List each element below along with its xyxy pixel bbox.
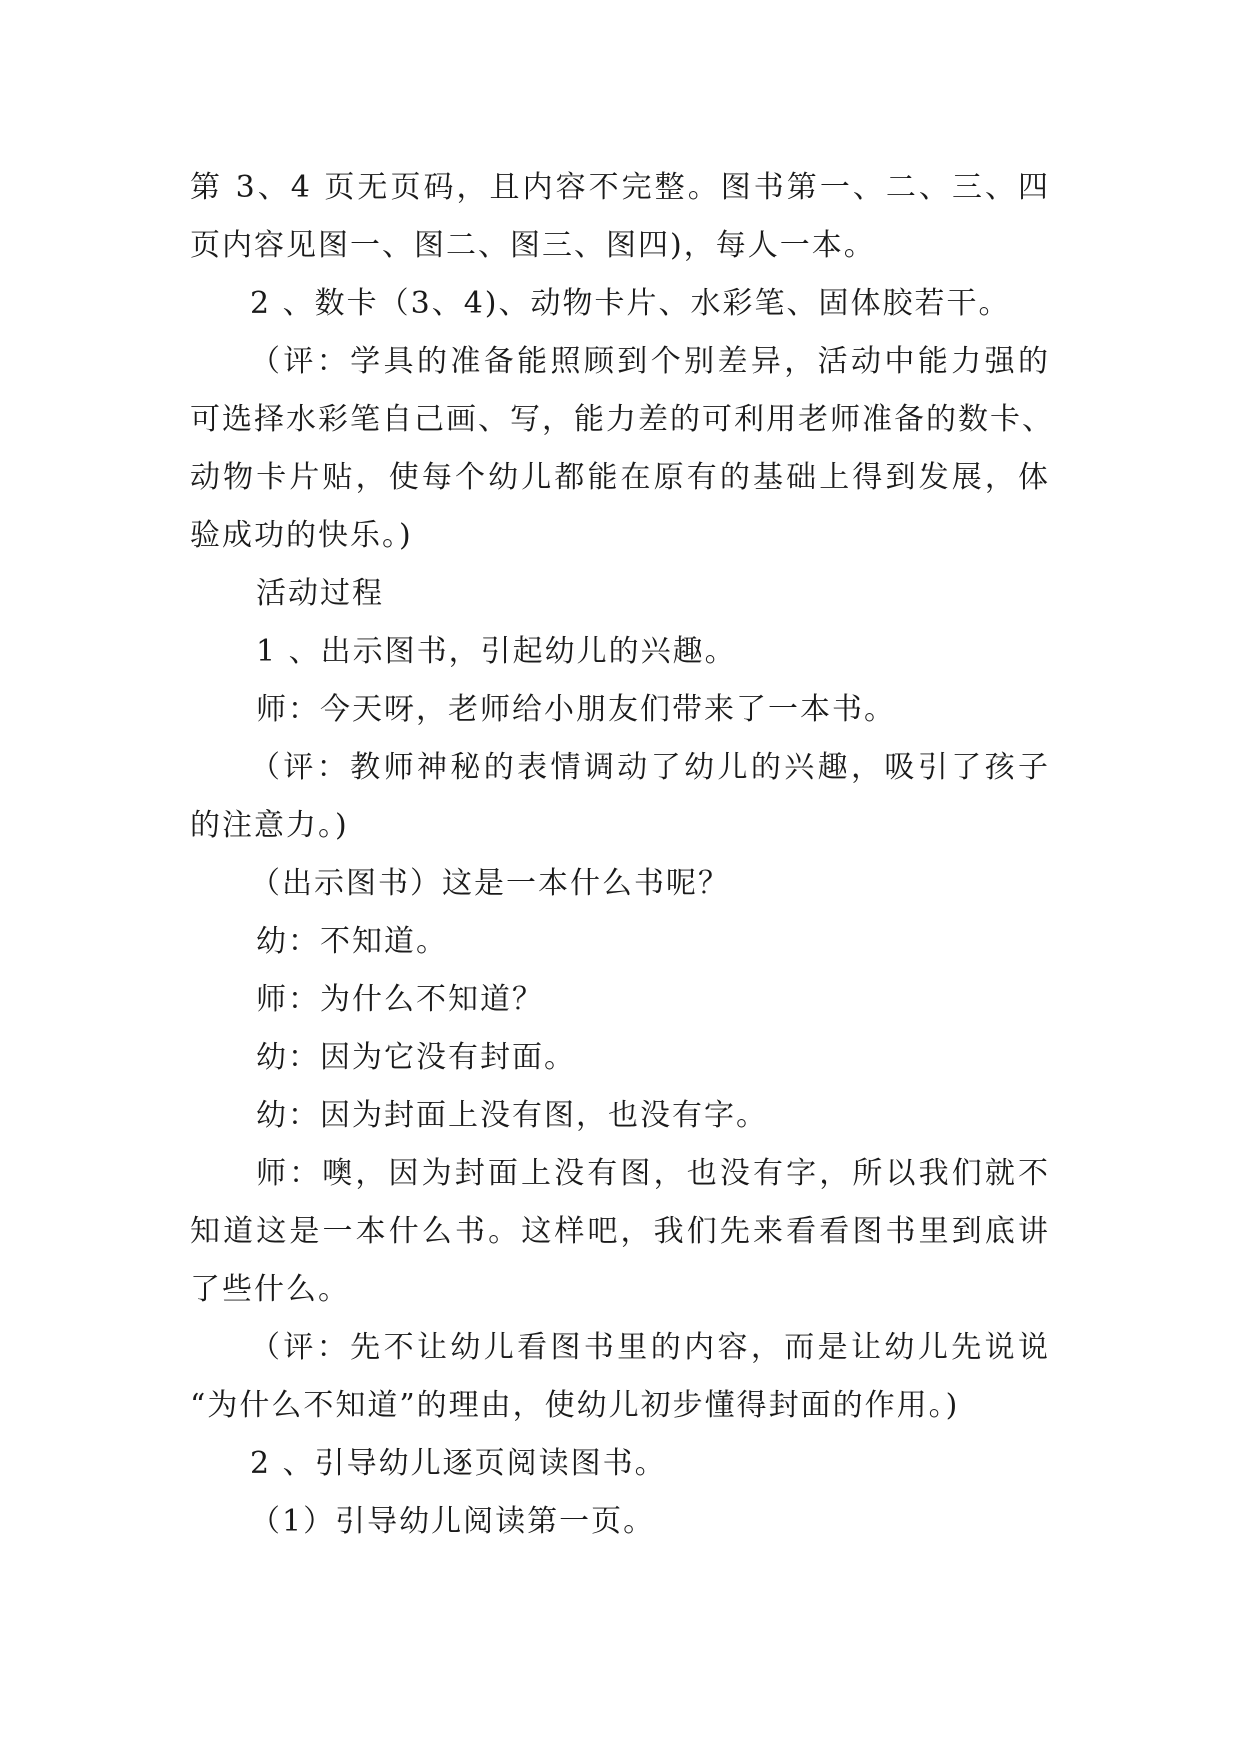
text-line: 知道这是一本什么书。这样吧，我们先来看看图书里到底讲 — [190, 1214, 1050, 1249]
text-line: 幼：因为它没有封面。 — [256, 1040, 576, 1075]
text-line: 了些什么。 — [190, 1272, 350, 1307]
text-line: 2 、引导幼儿逐页阅读图书。 — [250, 1446, 667, 1481]
text-line: （评：学具的准备能照顾到个别差异，活动中能力强的 — [250, 344, 1050, 379]
text-line: 可选择水彩笔自己画、写，能力差的可利用老师准备的数卡、 — [190, 402, 1054, 437]
text-line: （1）引导幼儿阅读第一页。 — [250, 1504, 656, 1539]
text-line: 师：为什么不知道？ — [256, 982, 544, 1017]
section-heading: 活动过程 — [256, 576, 384, 611]
text-line: （出示图书）这是一本什么书呢？ — [250, 866, 730, 901]
text-line: 幼：不知道。 — [256, 924, 448, 959]
text-line: 师：噢，因为封面上没有图，也没有字，所以我们就不 — [256, 1156, 1050, 1191]
text-line: 师：今天呀，老师给小朋友们带来了一本书。 — [256, 692, 896, 727]
text-line: 1 、出示图书，引起幼儿的兴趣。 — [256, 634, 737, 669]
text-line: 的注意力。) — [190, 808, 349, 843]
text-line: “为什么不知道”的理由，使幼儿初步懂得封面的作用。) — [190, 1388, 960, 1423]
text-line: （评：教师神秘的表情调动了幼儿的兴趣，吸引了孩子 — [250, 750, 1050, 785]
text-line: （评：先不让幼儿看图书里的内容，而是让幼儿先说说 — [250, 1330, 1050, 1365]
text-line: 动物卡片贴，使每个幼儿都能在原有的基础上得到发展，体 — [190, 460, 1050, 495]
text-line: 2 、数卡（3、4)、动物卡片、水彩笔、固体胶若干。 — [250, 286, 1011, 321]
text-line: 第 3、4 页无页码，且内容不完整。图书第一、二、三、四 — [190, 170, 1050, 205]
text-line: 页内容见图一、图二、图三、图四)，每人一本。 — [190, 228, 876, 263]
text-line: 幼：因为封面上没有图，也没有字。 — [256, 1098, 768, 1133]
text-line: 验成功的快乐。) — [190, 518, 413, 553]
